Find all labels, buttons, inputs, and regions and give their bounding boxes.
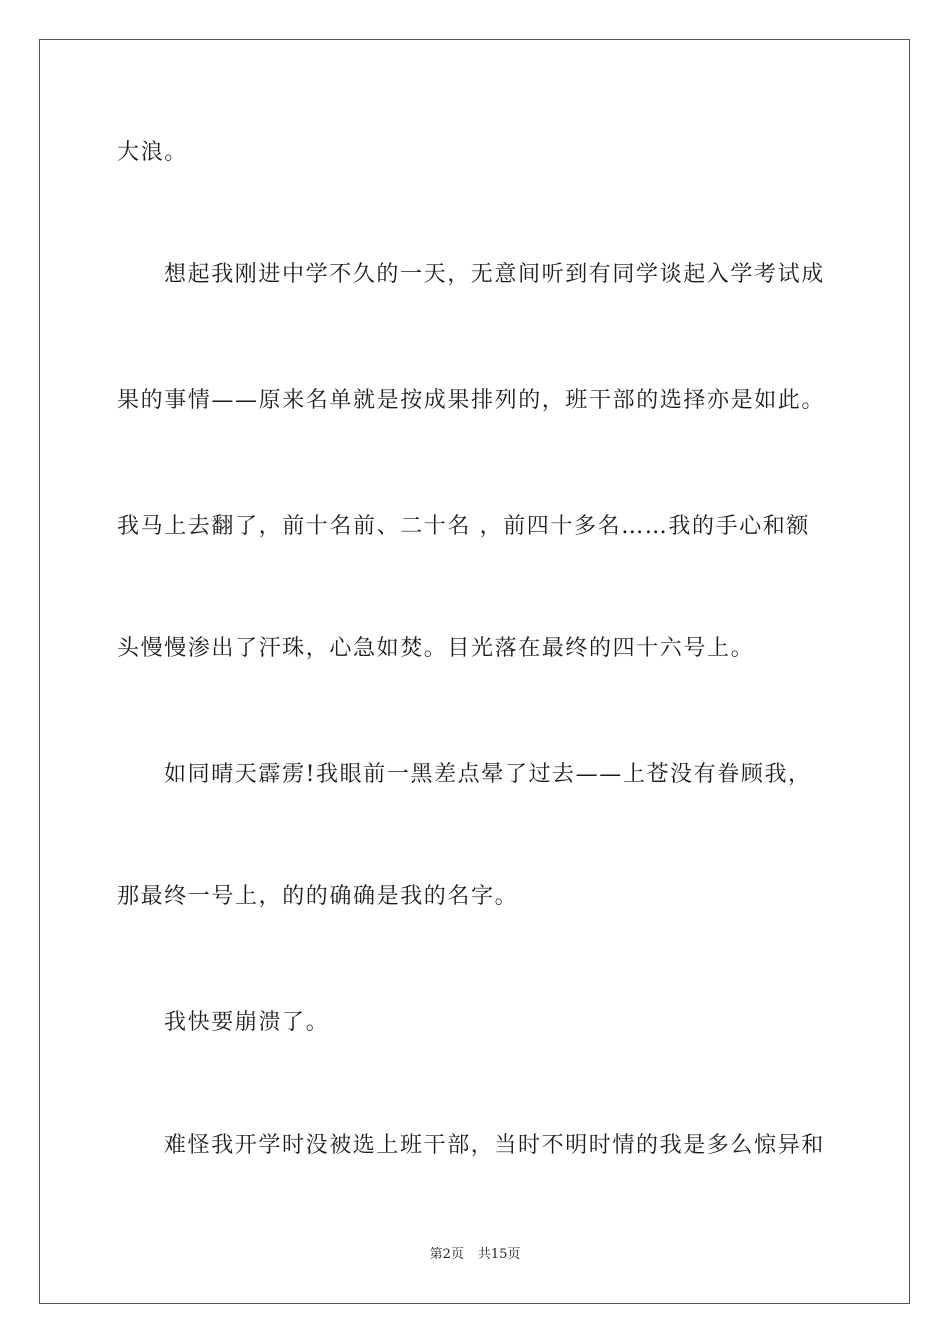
text-line-2: 想起我刚进中学不久的一天，无意间听到有同学谈起入学考试成	[164, 262, 825, 287]
page-total: 共15页	[477, 1247, 521, 1262]
page-border	[39, 39, 910, 1304]
text-line-5: 头慢慢渗出了汗珠，心急如焚。目光落在最终的四十六号上。	[117, 636, 755, 661]
text-line-9: 难怪我开学时没被选上班干部，当时不明时情的我是多么惊异和	[164, 1133, 825, 1158]
text-line-8: 我快要崩溃了。	[164, 1010, 330, 1035]
text-line-4: 我马上去翻了，前十名前、二十名 ，前四十多名……我的手心和额	[117, 514, 810, 539]
text-line-7: 那最终一号上，的的确确是我的名字。	[117, 884, 519, 909]
text-line-3: 果的事情——原来名单就是按成果排列的，班干部的选择亦是如此。	[117, 388, 826, 413]
text-line-1: 大浪。	[117, 140, 188, 165]
page-footer	[0, 1247, 950, 1263]
text-line-6: 如同晴天霹雳!我眼前一黑差点晕了过去——上苍没有眷顾我，	[164, 762, 812, 787]
page-number: 第2页	[429, 1247, 464, 1262]
